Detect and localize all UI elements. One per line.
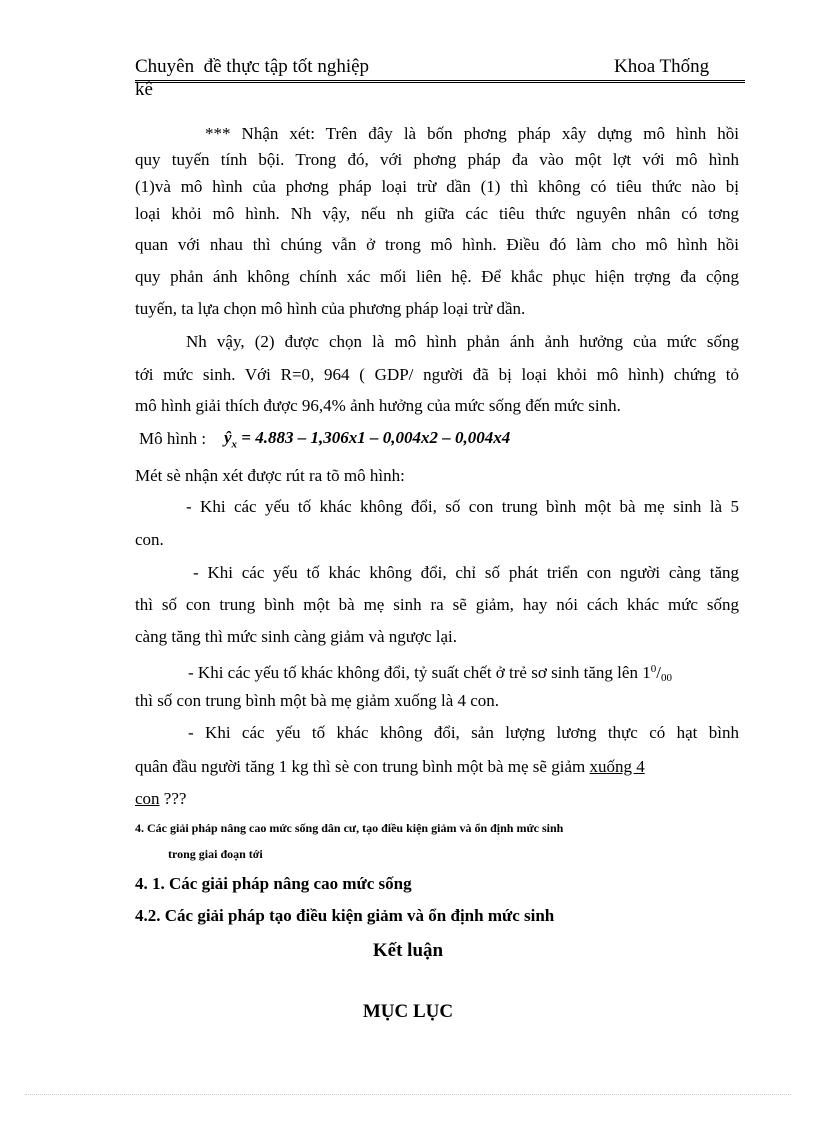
paragraph-line: (1)và mô hình của phơng pháp loại trừ dần (1) thì không có tiêu thức nào bị bbox=[135, 177, 739, 196]
remark4-underlined: xuống 4 bbox=[589, 757, 645, 776]
remark-line: - Khi các yếu tố khác không đổi, sản lượng lương thực có hạt bình bbox=[188, 723, 739, 742]
paragraph-line: loại khỏi mô hình. Nh vậy, nếu nh giữa các tiêu thức nguyên nhân có tơng bbox=[135, 204, 739, 223]
paragraph-line: tới mức sinh. Với R=0, 964 ( GDP/ người đã bị loại khỏi mô hình) chứng tỏ bbox=[135, 365, 739, 384]
paragraph-line: Nh vậy, (2) được chọn là mô hình phản ánh ảnh hưởng của mức sống bbox=[186, 332, 739, 351]
remark-line: - Khi các yếu tố khác không đổi, số con trung bình một bà mẹ sinh là 5 bbox=[186, 497, 739, 516]
remarks-intro: Mét sè nhận xét được rút ra tõ mô hình: bbox=[135, 466, 405, 485]
remark-line: thì số con trung bình một bà mẹ sinh ra sẽ giảm, hay nói cách khác mức sống bbox=[135, 595, 739, 614]
section-4-heading: 4. Các giải pháp nâng cao mức sống dân cư, tạo điều kiện giảm và ổn định mức sinh bbox=[135, 821, 564, 835]
header-right-text: Khoa Thống bbox=[614, 56, 710, 77]
fraction-top: 0 bbox=[650, 663, 657, 675]
fraction-slash: / bbox=[656, 663, 661, 682]
section-4-1-heading: 4. 1. Các giải pháp nâng cao mức sống bbox=[135, 874, 412, 893]
formula-rhs: = 4.883 – 1,306x1 – 0,004x2 – 0,004x4 bbox=[237, 428, 511, 447]
paragraph-line: tuyến, ta lựa chọn mô hình của phương pháp loại trừ dần. bbox=[135, 299, 526, 318]
formula-lhs-subscript: x bbox=[231, 438, 238, 451]
remark-line: con. bbox=[135, 530, 164, 549]
remark-line bbox=[135, 756, 645, 778]
remark-line: thì số con trung bình một bà mẹ giảm xuống là 4 con. bbox=[135, 691, 500, 710]
fraction-bottom: 00 bbox=[660, 672, 672, 684]
formula-label: Mô hình : bbox=[139, 429, 207, 448]
paragraph-line: quy tuyến tính bội. Trong đó, với phơng pháp đa vào một lợt với mô hình bbox=[135, 150, 739, 169]
conclusion-title: Kết luận bbox=[372, 940, 444, 961]
toc-title: MỤC LỤC bbox=[362, 1001, 454, 1022]
remark4-underlined-end: con bbox=[135, 789, 160, 808]
remark3-prefix: - Khi các yếu tố khác không đổi, tỷ suất chết ở trẻ sơ sinh tăng lên 1 bbox=[188, 663, 651, 682]
paragraph-line: quan với nhau thì chúng vẫn ở trong mô hình. Điều đó làm cho mô hình hồi bbox=[135, 235, 739, 254]
remark-line bbox=[135, 788, 186, 810]
remark-line: càng tăng thì mức sinh càng giảm và ngược lại. bbox=[135, 627, 457, 646]
formula-lhs: ŷ bbox=[224, 428, 232, 447]
paragraph-line: *** Nhận xét: Trên đây là bốn phơng pháp xây dựng mô hình hồi bbox=[205, 124, 739, 143]
paragraph-line: quy phản ánh không chính xác mối liên hệ. Để khắc phục hiện trợng đa cộng bbox=[135, 267, 739, 286]
paragraph-line: mô hình giải thích được 96,4% ảnh hưởng của mức sống đến mức sinh. bbox=[135, 396, 621, 415]
remark4-question: ??? bbox=[159, 789, 187, 808]
page-bottom-divider bbox=[25, 1094, 791, 1095]
section-4-heading-cont: trong giai đoạn tới bbox=[168, 847, 263, 861]
remark-line bbox=[188, 658, 672, 689]
remark-line: - Khi các yếu tố khác không đổi, chỉ số phát triển con người càng tăng bbox=[193, 563, 739, 582]
page-header bbox=[135, 54, 745, 81]
remark4-text: quân đầu người tăng 1 kg thì sè con trung bình một bà mẹ sẽ giảm bbox=[135, 757, 590, 776]
regression-formula bbox=[224, 426, 510, 456]
header-left-text: Chuyên đề thực tập tốt nghiệp bbox=[135, 56, 370, 77]
section-4-2-heading: 4.2. Các giải pháp tạo điều kiện giảm và ổn định mức sinh bbox=[135, 906, 555, 925]
header-wrap-text: kê bbox=[135, 79, 153, 100]
